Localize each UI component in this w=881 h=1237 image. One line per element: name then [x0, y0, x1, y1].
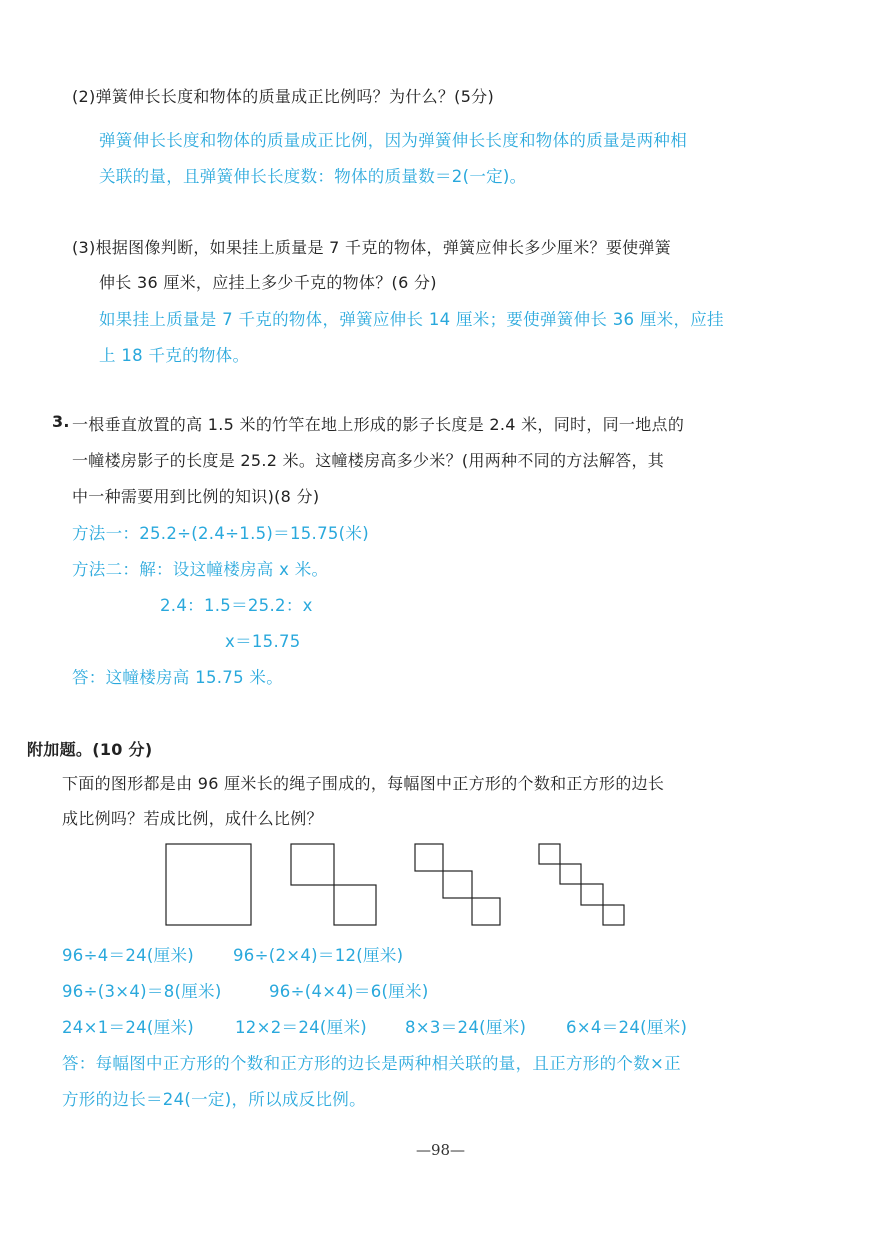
q2-prompt: (2)弹簧伸长长度和物体的质量成正比例吗？为什么？(5分)	[72, 87, 495, 106]
q3-number: 3.	[52, 412, 70, 431]
q2-answer-line1: 弹簧伸长长度和物体的质量成正比例，因为弹簧伸长长度和物体的质量是两种相	[99, 131, 687, 150]
bonus-calc-a: 96÷4＝24(厘米)	[62, 946, 194, 965]
bonus-answer-line1: 答：每幅图中正方形的个数和正方形的边长是两种相关联的量，且正方形的个数×正	[62, 1054, 681, 1073]
q3-equation1: 2.4：1.5＝25.2：x	[160, 596, 313, 615]
q2-answer-line2: 关联的量，且弹簧伸长长度数：物体的质量数＝2(一定)。	[99, 167, 527, 186]
q3-prompt-line3: 中一种需要用到比例的知识)(8 分)	[72, 487, 320, 506]
bonus-prod-d: 6×4＝24(厘米)	[566, 1018, 688, 1037]
q3-method1: 方法一：25.2÷(2.4÷1.5)＝15.75(米)	[72, 524, 369, 543]
bonus-answer-line2: 方形的边长＝24(一定)，所以成反比例。	[62, 1090, 366, 1109]
q3sub-answer-line2: 上 18 千克的物体。	[99, 346, 250, 365]
q3-equation2: x＝15.75	[225, 632, 301, 651]
figure-two-squares	[291, 844, 376, 925]
figure-one-square	[166, 844, 251, 925]
figure-four-squares	[539, 844, 624, 925]
bonus-prompt-line2: 成比例吗？若成比例，成什么比例？	[62, 809, 323, 828]
figure-three-squares	[415, 844, 500, 925]
q3-prompt-line1: 一根垂直放置的高 1.5 米的竹竿在地上形成的影子长度是 2.4 米，同时，同一地点的	[72, 415, 685, 434]
bonus-prod-c: 8×3＝24(厘米)	[405, 1018, 527, 1037]
bonus-calc-c: 96÷(3×4)＝8(厘米)	[62, 982, 222, 1001]
bonus-prompt-line1: 下面的图形都是由 96 厘米长的绳子围成的，每幅图中正方形的个数和正方形的边长	[62, 774, 665, 793]
bonus-prod-b: 12×2＝24(厘米)	[235, 1018, 367, 1037]
bonus-title: 附加题。(10 分)	[27, 740, 153, 759]
bonus-prod-a: 24×1＝24(厘米)	[62, 1018, 194, 1037]
q3-conclusion: 答：这幢楼房高 15.75 米。	[72, 668, 284, 687]
q3sub-prompt-line2: 伸长 36 厘米，应挂上多少千克的物体？(6 分)	[99, 273, 437, 292]
page-number: —98—	[415, 1141, 466, 1159]
q3sub-answer-line1: 如果挂上质量是 7 千克的物体，弹簧应伸长 14 厘米；要使弹簧伸长 36 厘米，应挂	[99, 310, 724, 329]
q3-method2: 方法二：解：设这幢楼房高 x 米。	[72, 560, 329, 579]
q3sub-prompt-line1: (3)根据图像判断，如果挂上质量是 7 千克的物体，弹簧应伸长多少厘米？要使弹簧	[72, 238, 672, 257]
bonus-calc-d: 96÷(4×4)＝6(厘米)	[269, 982, 429, 1001]
q3-prompt-line2: 一幢楼房影子的长度是 25.2 米。这幢楼房高多少米？(用两种不同的方法解答，其	[72, 451, 665, 470]
bonus-calc-b: 96÷(2×4)＝12(厘米)	[233, 946, 404, 965]
